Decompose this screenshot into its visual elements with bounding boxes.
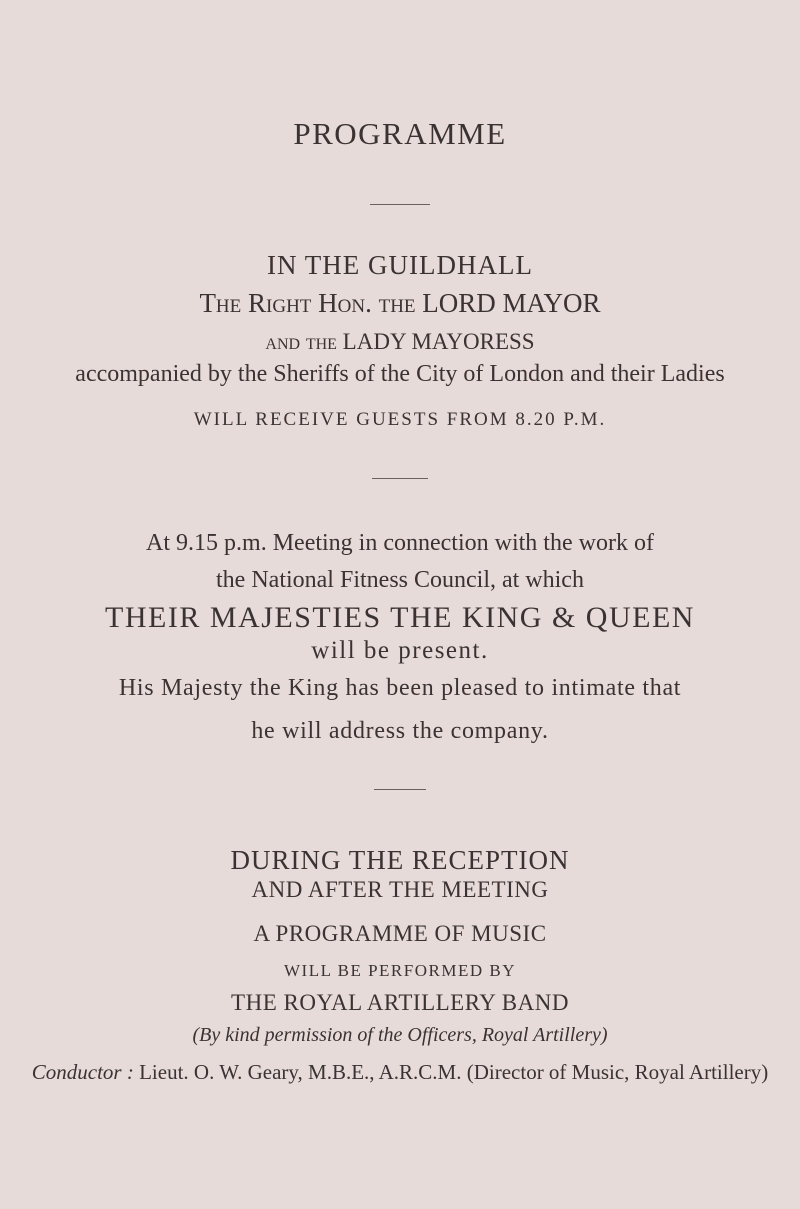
venue-line: IN THE GUILDHALL bbox=[267, 250, 533, 280]
conductor-text: Lieut. O. W. Geary, M.B.E., A.R.C.M. (Director of Music, Royal Artillery) bbox=[139, 1060, 769, 1084]
permission-text: (By kind permission of the Officers, Royal Artillery) bbox=[192, 1024, 608, 1046]
conductor-label: Conductor : bbox=[31, 1060, 134, 1084]
programme-heading: PROGRAMME bbox=[293, 116, 507, 151]
accompanied-line: accompanied by the Sheriffs of the City of London and their Ladies bbox=[75, 361, 725, 387]
host-line: The Right Hon. the LORD MAYOR bbox=[199, 288, 601, 318]
king-intimation-line: His Majesty the King has been pleased to intimate that bbox=[118, 675, 682, 701]
band-name-line: THE ROYAL ARTILLERY BAND bbox=[231, 990, 569, 1015]
divider-1 bbox=[370, 204, 430, 205]
fitness-council-line: the National Fitness Council, at which bbox=[216, 567, 584, 593]
music-programme-line: A PROGRAMME OF MUSIC bbox=[253, 921, 547, 946]
present-line: will be present. bbox=[311, 637, 489, 664]
meeting-line: At 9.15 p.m. Meeting in connection with the work of bbox=[146, 530, 654, 556]
divider-2 bbox=[372, 478, 428, 479]
performed-by-line: WILL BE PERFORMED BY bbox=[284, 961, 516, 980]
conductor-line bbox=[0, 1062, 800, 1083]
during-reception-line: DURING THE RECEPTION bbox=[230, 845, 570, 875]
address-line: he will address the company. bbox=[251, 718, 549, 744]
after-meeting-line: AND AFTER THE MEETING bbox=[251, 877, 549, 902]
host-line-2: and the LADY MAYORESS bbox=[265, 329, 535, 354]
majesties-line: THEIR MAJESTIES THE KING & QUEEN bbox=[105, 601, 695, 634]
reception-time-line: WILL RECEIVE GUESTS FROM 8.20 P.M. bbox=[193, 409, 607, 430]
divider-3 bbox=[374, 789, 426, 790]
permission-line bbox=[0, 1025, 800, 1045]
